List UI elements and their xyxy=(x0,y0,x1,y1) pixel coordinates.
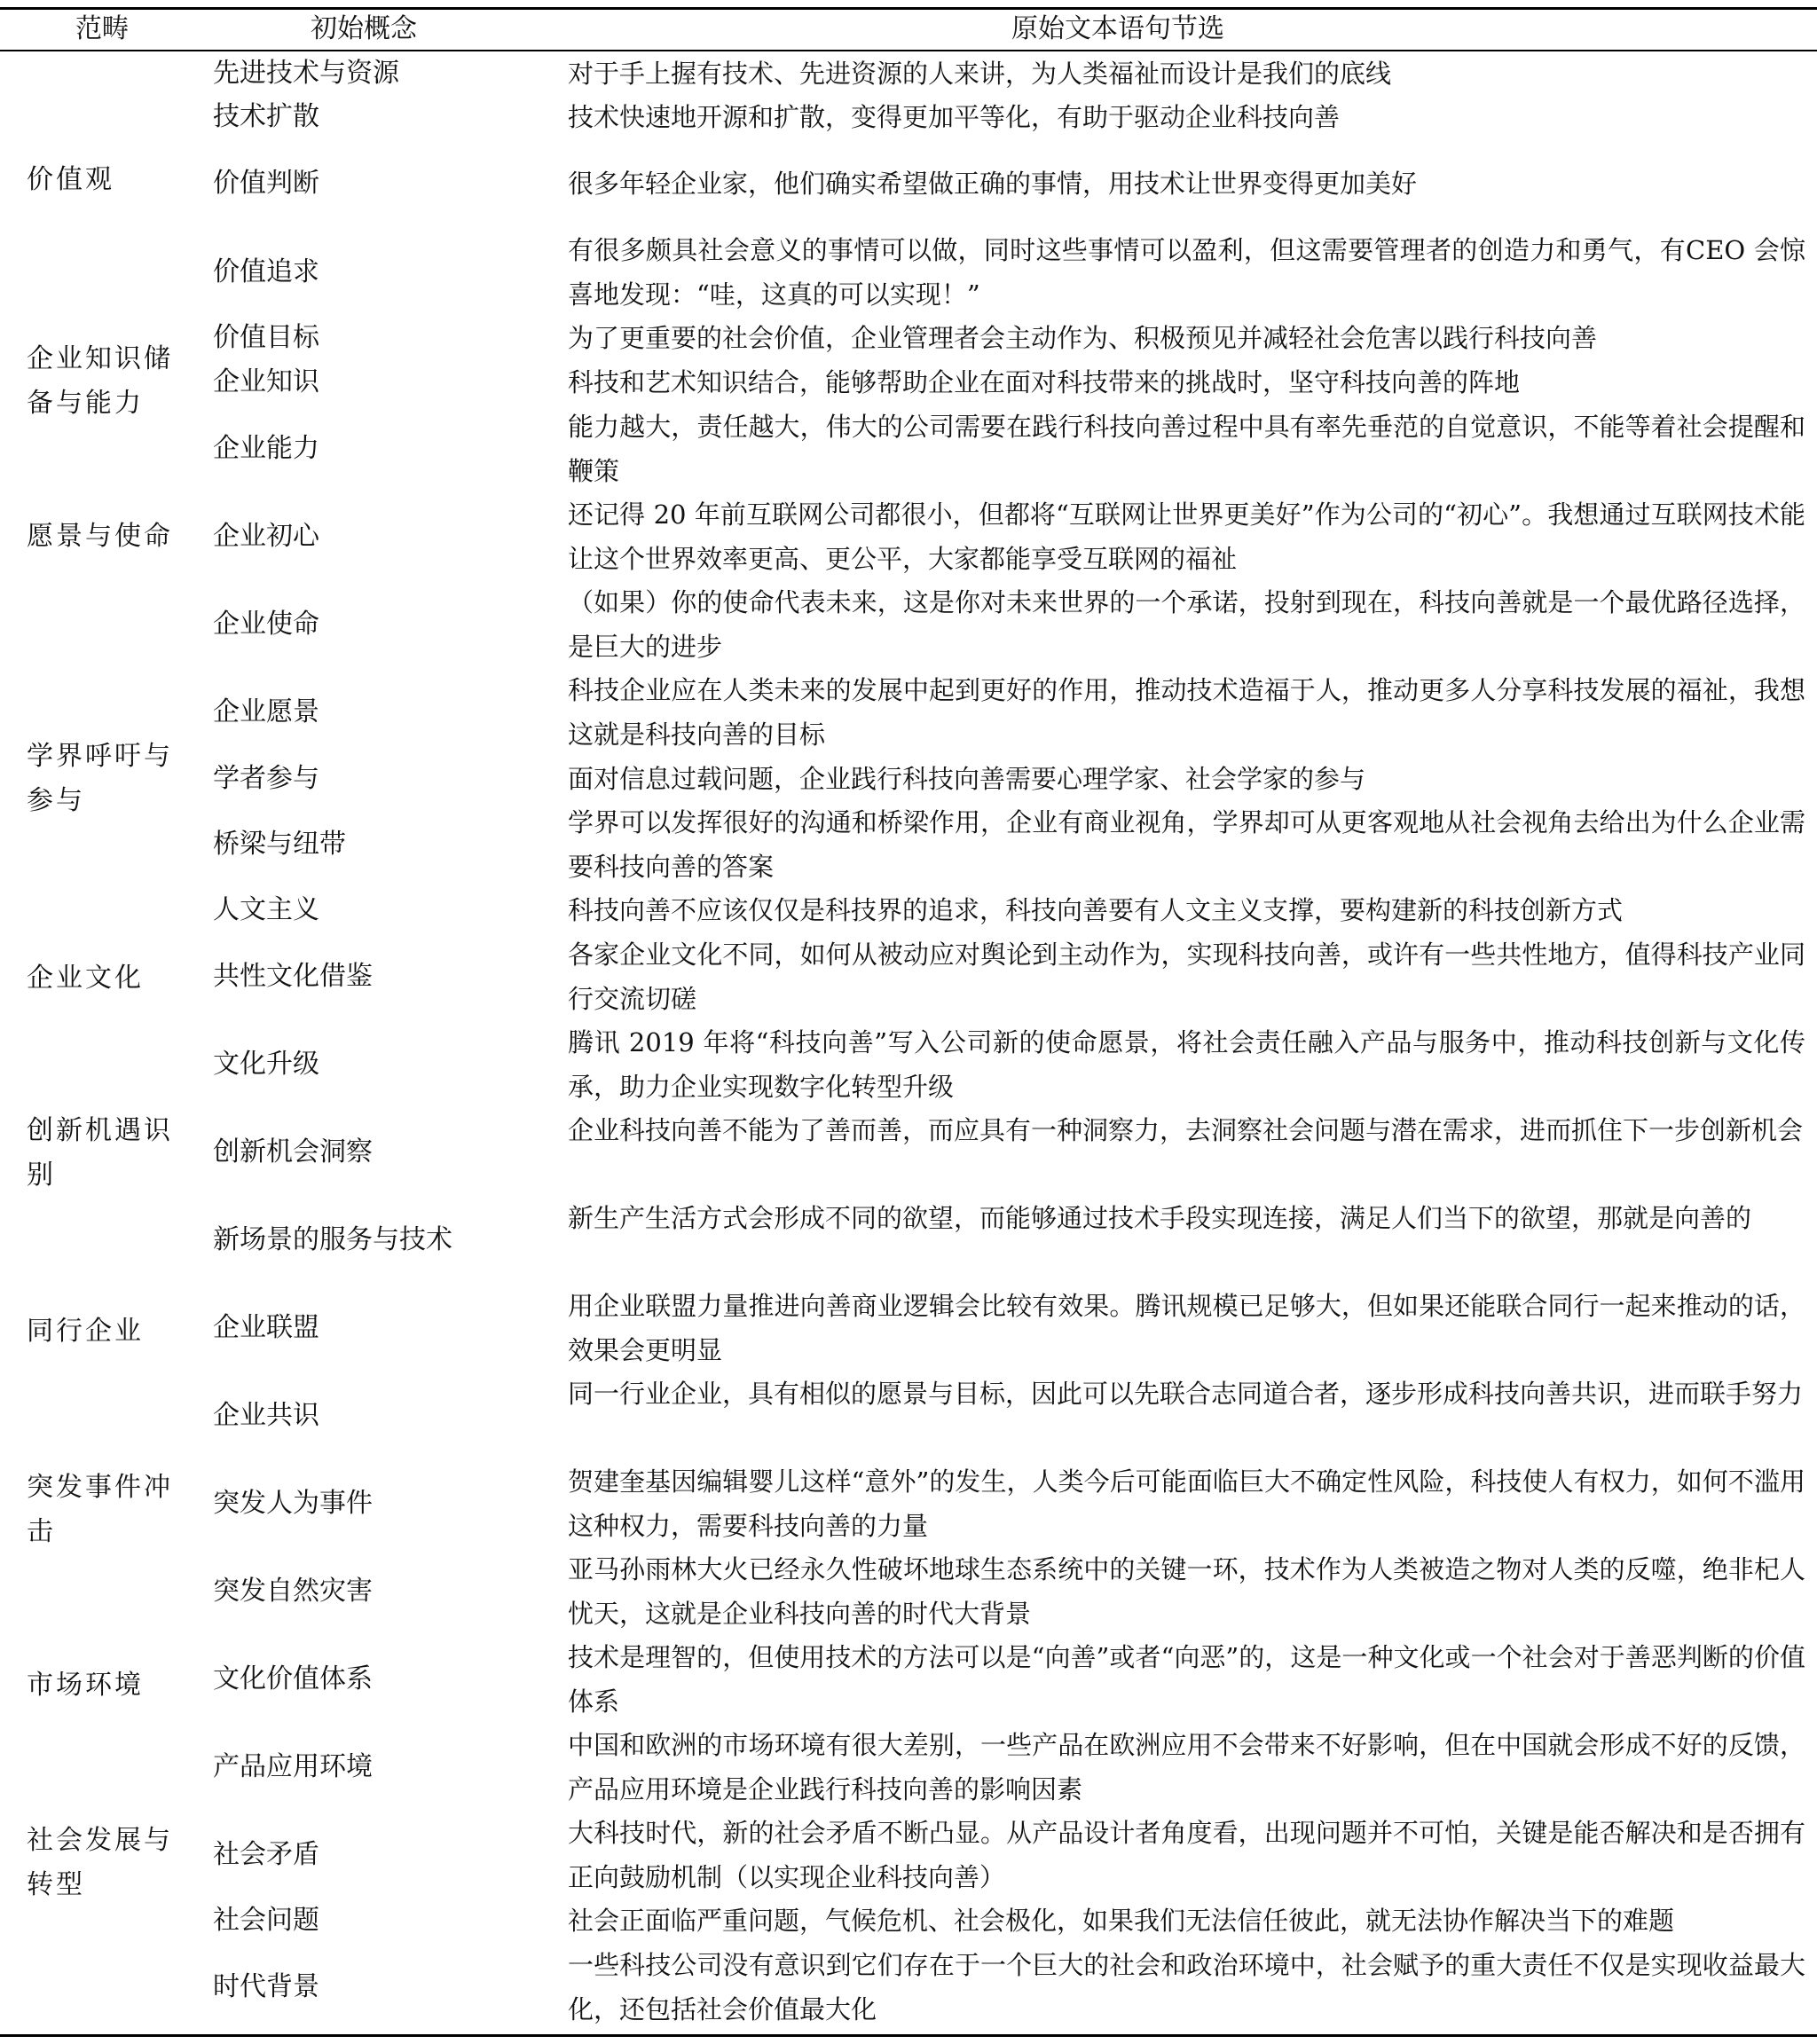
concept-cell: 企业共识 xyxy=(213,1400,319,1431)
concept-cell: 共性文化借鉴 xyxy=(213,961,373,992)
concept-cell: 新场景的服务与技术 xyxy=(213,1224,452,1255)
category-cell: 突发事件冲击 xyxy=(27,1472,173,1547)
concept-cell: 桥梁与纽带 xyxy=(213,829,346,860)
quote-cell: 技术快速地开源和扩散，变得更加平等化，有助于驱动企业科技向善 xyxy=(568,102,1341,132)
concept-cell: 突发自然灾害 xyxy=(213,1576,373,1607)
concept-cell: 文化价值体系 xyxy=(213,1663,373,1694)
concept-cell: 文化升级 xyxy=(213,1049,319,1080)
header-category: 范畴 xyxy=(75,13,129,44)
category-cell: 企业知识储备与能力 xyxy=(27,343,173,419)
quote-cell: 科技和艺术知识结合，能够帮助企业在面对科技带来的挑战时，坚守科技向善的阵地 xyxy=(568,367,1521,397)
concept-cell: 企业初心 xyxy=(213,521,319,552)
quote-cell: 能力越大，责任越大，伟大的公司需要在践行科技向善过程中具有率先垂范的自觉意识，不能等着社会提醒和鞭策 xyxy=(568,412,1805,486)
concept-cell: 企业愿景 xyxy=(213,696,319,727)
category-cell: 价值观 xyxy=(27,164,114,195)
category-cell: 学界呼吁与参与 xyxy=(27,741,173,816)
quote-cell: 亚马孙雨林大火已经永久性破坏地球生态系统中的关键一环，技术作为人类被造之物对人类的反噬，绝非杞人忧天，这就是企业科技向善的时代大背景 xyxy=(568,1554,1805,1629)
concept-cell: 创新机会洞察 xyxy=(213,1136,373,1167)
category-cell: 愿景与使命 xyxy=(27,521,173,552)
quote-cell: 企业科技向善不能为了善而善，而应具有一种洞察力，去洞察社会问题与潜在需求，进而抓住下一步创新机会 xyxy=(568,1115,1804,1145)
quote-cell: （如果）你的使命代表未来，这是你对未来世界的一个承诺，投射到现在，科技向善就是一个最优路径选择，是巨大的进步 xyxy=(568,587,1805,662)
quote-cell: 很多年轻企业家，他们确实希望做正确的事情，用技术让世界变得更加美好 xyxy=(568,169,1418,199)
concept-cell: 企业使命 xyxy=(213,609,319,640)
quote-cell: 学界可以发挥很好的沟通和桥梁作用，企业有商业视角，学界却可从更客观地从社会视角去给出为什么企业需要科技向善的答案 xyxy=(568,807,1805,882)
category-cell: 企业文化 xyxy=(27,963,144,994)
concept-cell: 社会矛盾 xyxy=(213,1839,319,1870)
quote-cell: 社会正面临严重问题，气候危机、社会极化，如果我们无法信任彼此，就无法协作解决当下的难题 xyxy=(568,1906,1675,1936)
concept-cell: 企业联盟 xyxy=(213,1312,319,1343)
category-cell: 创新机遇识别 xyxy=(27,1115,173,1191)
concept-cell: 社会问题 xyxy=(213,1905,319,1936)
header-concept: 初始概念 xyxy=(311,13,417,44)
category-cell: 社会发展与转型 xyxy=(27,1825,173,1900)
quote-cell: 腾讯 2019 年将“科技向善”写入公司新的使命愿景，将社会责任融入产品与服务中，推动科技创新与文化传承，助力企业实现数字化转型升级 xyxy=(568,1027,1805,1102)
concept-cell: 产品应用环境 xyxy=(213,1751,373,1782)
concept-cell: 技术扩散 xyxy=(213,101,319,132)
quote-cell: 贺建奎基因编辑婴儿这样“意外”的发生，人类今后可能面临巨大不确定性风险，科技使人有权力，如何不滥用这种权力，需要科技向善的力量 xyxy=(568,1466,1805,1541)
quote-cell: 新生产生活方式会形成不同的欲望，而能够通过技术手段实现连接，满足人们当下的欲望，那就是向善的 xyxy=(568,1203,1752,1233)
quote-cell: 同一行业企业，具有相似的愿景与目标，因此可以先联合志同道合者，逐步形成科技向善共识，进而联手努力 xyxy=(568,1379,1804,1409)
concept-cell: 人文主义 xyxy=(213,894,319,925)
quote-cell: 科技企业应在人类未来的发展中起到更好的作用，推动技术造福于人，推动更多人分享科技发展的福祉，我想这就是科技向善的目标 xyxy=(568,675,1805,750)
quote-cell: 各家企业文化不同，如何从被动应对舆论到主动作为，实现科技向善，或许有一些共性地方，值得科技产业同行交流切磋 xyxy=(568,939,1805,1014)
quote-cell: 有很多颇具社会意义的事情可以做，同时这些事情可以盈利，但这需要管理者的创造力和勇气，有CEO 会惊喜地发现：“哇，这真的可以实现！” xyxy=(568,235,1805,310)
quote-cell: 为了更重要的社会价值，企业管理者会主动作为、积极预见并减轻社会危害以践行科技向善 xyxy=(568,323,1598,353)
concept-cell: 价值目标 xyxy=(213,322,319,353)
concept-cell: 学者参与 xyxy=(213,763,319,794)
quote-cell: 科技向善不应该仅仅是科技界的追求，科技向善要有人文主义支撑，要构建新的科技创新方式 xyxy=(568,895,1624,925)
concept-cell: 先进技术与资源 xyxy=(213,58,399,89)
quote-cell: 对于手上握有技术、先进资源的人来讲，为人类福祉而设计是我们的底线 xyxy=(568,59,1392,89)
header-quote: 原始文本语句节选 xyxy=(1011,13,1224,44)
quote-cell: 面对信息过载问题，企业践行科技向善需要心理学家、社会学家的参与 xyxy=(568,764,1366,794)
quote-cell: 技术是理智的，但使用技术的方法可以是“向善”或者“向恶”的，这是一种文化或一个社会对于善恶判断的价值体系 xyxy=(568,1642,1805,1717)
concept-cell: 价值追求 xyxy=(213,256,319,287)
quote-cell: 中国和欧洲的市场环境有很大差别，一些产品在欧洲应用不会带来不好影响，但在中国就会形成不好的反馈，产品应用环境是企业践行科技向善的影响因素 xyxy=(568,1730,1805,1804)
quote-cell: 还记得 20 年前互联网公司都很小，但都将“互联网让世界更美好”作为公司的“初心”。我想通过互联网技术能让这个世界效率更高、更公平，大家都能享受互联网的福祉 xyxy=(568,499,1805,574)
concept-cell: 突发人为事件 xyxy=(213,1488,373,1519)
category-cell: 同行企业 xyxy=(27,1316,144,1347)
concept-cell: 时代背景 xyxy=(213,1971,319,2002)
category-cell: 市场环境 xyxy=(27,1670,144,1701)
concept-cell: 价值判断 xyxy=(213,168,319,199)
table-top-rule xyxy=(0,7,1817,10)
table-bottom-rule xyxy=(0,2034,1817,2037)
quote-cell: 一些科技公司没有意识到它们存在于一个巨大的社会和政治环境中，社会赋予的重大责任不仅是实现收益最大化，还包括社会价值最大化 xyxy=(568,1950,1805,2024)
concept-cell: 企业知识 xyxy=(213,366,319,397)
quote-cell: 用企业联盟力量推进向善商业逻辑会比较有效果。腾讯规模已足够大，但如果还能联合同行一起来推动的话，效果会更明显 xyxy=(568,1291,1805,1365)
quote-cell: 大科技时代，新的社会矛盾不断凸显。从产品设计者角度看，出现问题并不可怕，关键是能否解决和是否拥有正向鼓励机制（以实现企业科技向善） xyxy=(568,1818,1805,1892)
concept-cell: 企业能力 xyxy=(213,433,319,464)
